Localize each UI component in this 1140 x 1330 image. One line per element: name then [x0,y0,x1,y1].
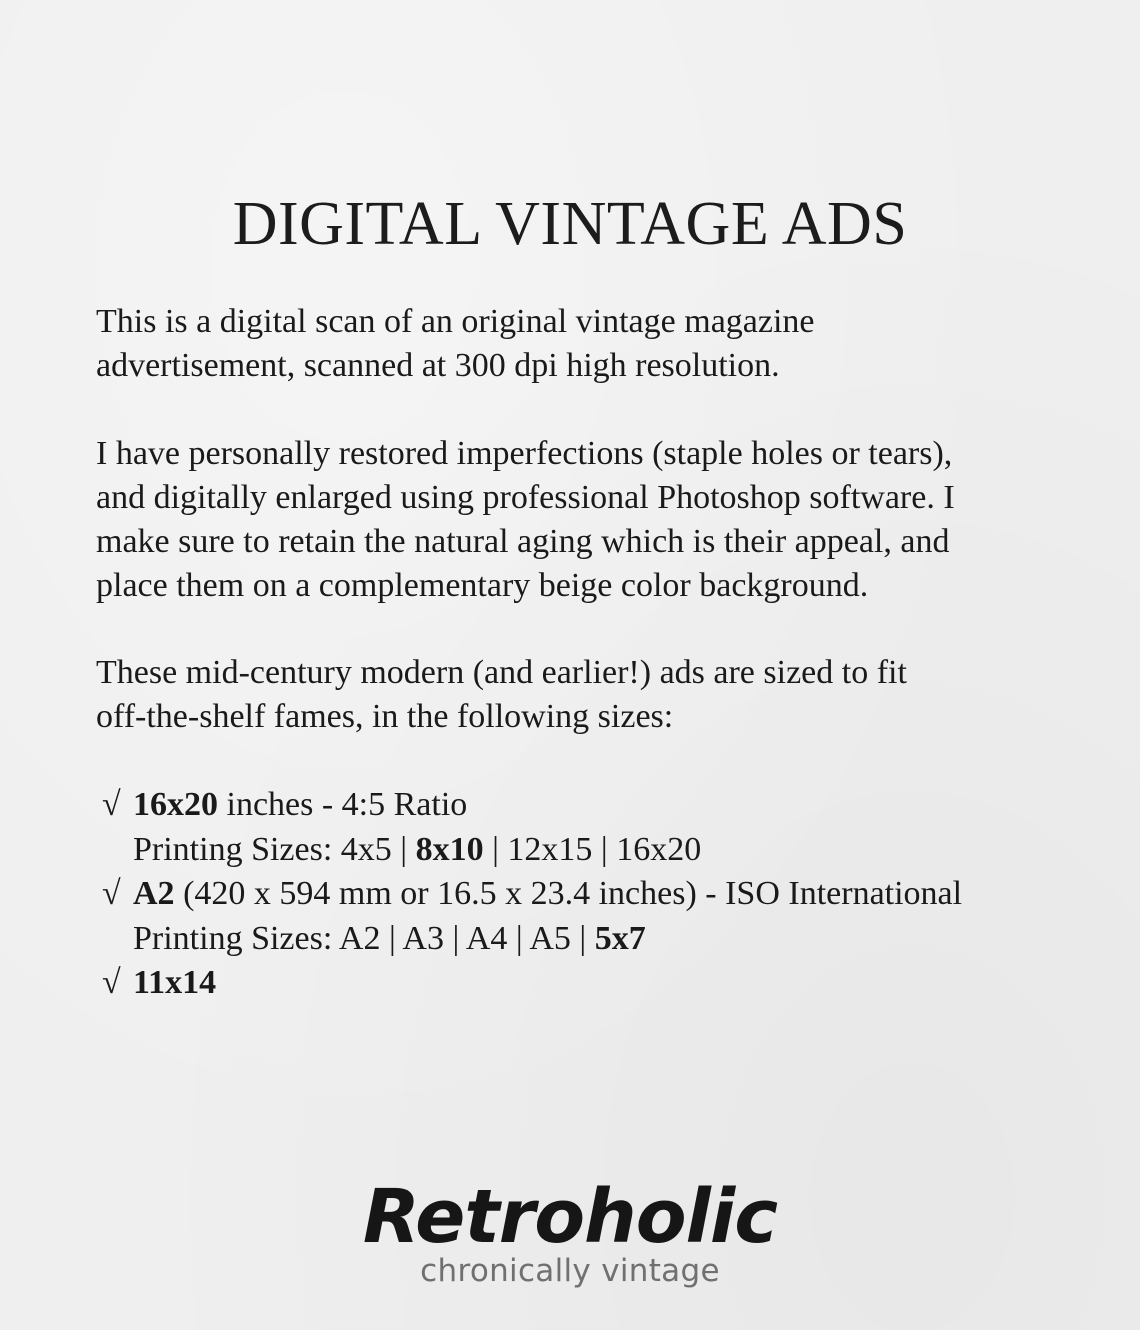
restoration-paragraph [96,432,1056,608]
logo-tagline: chronically vintage [420,1253,720,1289]
size-heading [133,783,467,828]
printing-label: Printing Sizes: A2 | A3 | A4 | A5 | [133,919,595,957]
page-title: DIGITAL VINTAGE ADS [232,190,908,258]
size-item [96,872,1056,917]
text-line: place them on a complementary beige color background. [96,567,869,604]
printing-label: Printing Sizes: 4x5 | [133,830,416,868]
text-line: off-the-shelf fames, in the following sizes: [96,698,674,735]
check-icon: √ [102,875,121,912]
intro-paragraph [96,300,1056,388]
text-line: I have personally restored imperfections (staple holes or tears), [96,435,953,472]
check-icon: √ [102,964,121,1001]
sizes-list [96,783,1056,1006]
size-heading [133,872,962,917]
printing-sizes [96,828,1056,873]
logo-wordmark: Retroholic [362,1174,778,1260]
check-icon: √ [102,786,121,823]
printing-highlight: 5x7 [594,919,646,957]
size-item [96,783,1056,828]
text-line: and digitally enlarged using professional Photoshop software. I [96,479,955,516]
sizing-paragraph [96,651,1056,739]
text-line: advertisement, scanned at 300 dpi high resolution. [96,347,780,384]
size-item [96,961,1056,1006]
text-line: These mid-century modern (and earlier!) ads are sized to fit [96,654,907,691]
size-name: 16x20 [133,786,218,823]
size-name: 11x14 [133,964,217,1001]
text-line: This is a digital scan of an original vintage magazine [96,303,815,340]
text-line: make sure to retain the natural aging which is their appeal, and [96,523,950,560]
size-name: A2 [133,875,175,912]
brand-logo [0,1172,1140,1288]
printing-rest: | 12x15 | 16x20 [483,830,702,868]
size-description: (420 x 594 mm or 16.5 x 23.4 inches) - ISO International [174,875,963,912]
printing-highlight: 8x10 [415,830,484,868]
size-heading [133,961,216,1006]
printing-sizes [96,917,1056,962]
size-description: inches - 4:5 Ratio [218,786,468,823]
